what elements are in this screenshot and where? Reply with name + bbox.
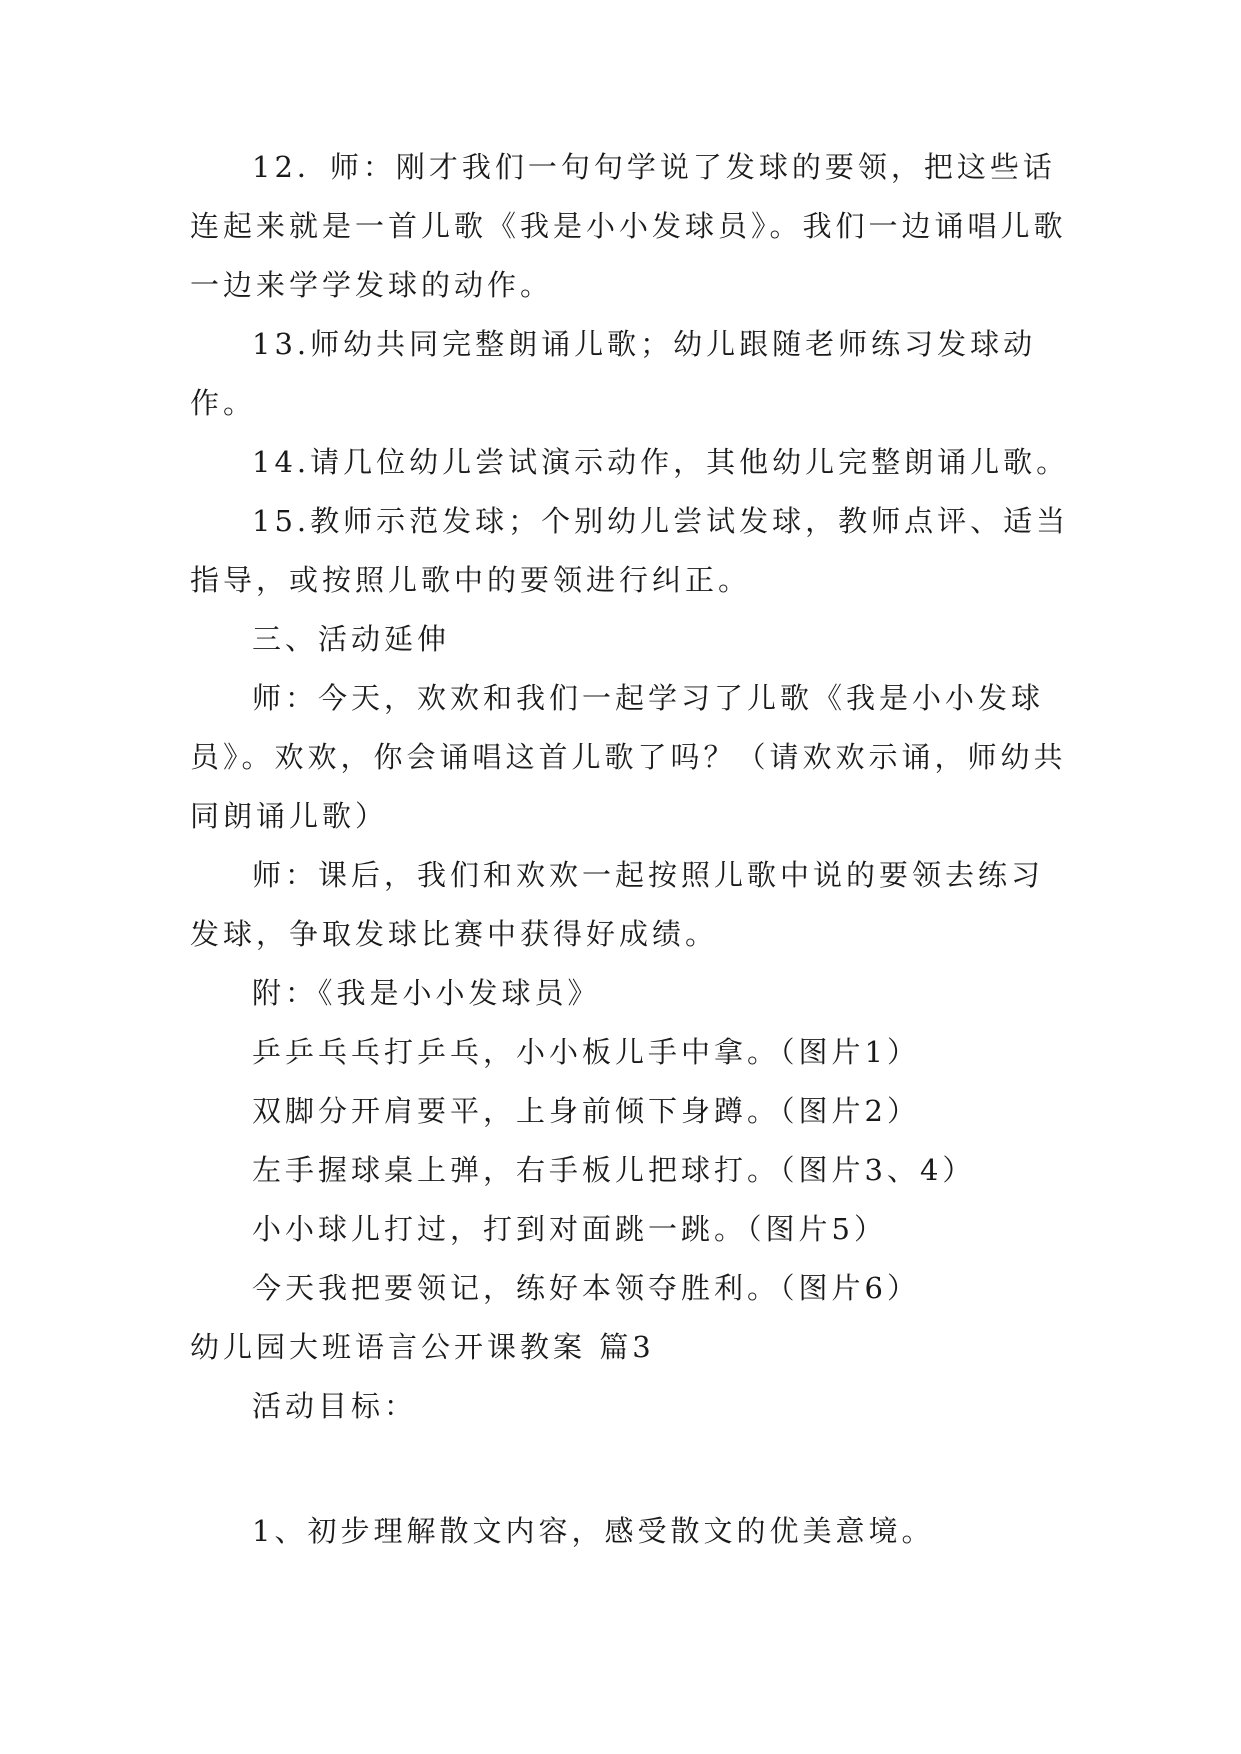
goal-item-1: 1、初步理解散文内容，感受散文的优美意境。 bbox=[252, 1514, 935, 1548]
subheading-activity-extension: 三、活动延伸 bbox=[252, 622, 451, 656]
paragraph-step-14: 14.请几位幼儿尝试演示动作，其他幼儿完整朗诵儿歌。 bbox=[252, 445, 1070, 479]
appendix-title: 附：《我是小小发球员》 bbox=[252, 976, 601, 1010]
song-line-3: 左手握球桌上弹，右手板儿把球打。（图片3、4） bbox=[252, 1153, 976, 1187]
paragraph-step-13: 13.师幼共同完整朗诵儿歌；幼儿跟随老师练习发球动作。 bbox=[190, 327, 1037, 420]
song-line-5: 今天我把要领记，练好本领夺胜利。（图片6） bbox=[252, 1271, 920, 1305]
song-line-1: 乒乒乓乓打乒乓，小小板儿手中拿。（图片1） bbox=[252, 1035, 920, 1069]
document-body bbox=[190, 138, 1070, 1561]
section-heading: 幼儿园大班语言公开课教案 篇3 bbox=[190, 1330, 655, 1364]
paragraph-step-12: 12．师：刚才我们一句句学说了发球的要领，把这些话连起来就是一首儿歌《我是小小发球员》。我们一边诵唱儿歌一边来学学发球的动作。 bbox=[190, 150, 1067, 302]
paragraph-teacher-today: 师：今天，欢欢和我们一起学习了儿歌《我是小小发球员》。欢欢，你会诵唱这首儿歌了吗？（请欢欢示诵，师幼共同朗诵儿歌） bbox=[190, 681, 1067, 833]
paragraph-step-15: 15.教师示范发球；个别幼儿尝试发球，教师点评、适当指导，或按照儿歌中的要领进行纠正。 bbox=[190, 504, 1070, 597]
song-line-2: 双脚分开肩要平，上身前倾下身蹲。（图片2） bbox=[252, 1094, 920, 1128]
activity-goals-label: 活动目标： bbox=[252, 1389, 418, 1423]
paragraph-teacher-after-class: 师：课后，我们和欢欢一起按照儿歌中说的要领去练习发球，争取发球比赛中获得好成绩。 bbox=[190, 858, 1045, 951]
song-line-4: 小小球儿打过，打到对面跳一跳。（图片5） bbox=[252, 1212, 887, 1246]
